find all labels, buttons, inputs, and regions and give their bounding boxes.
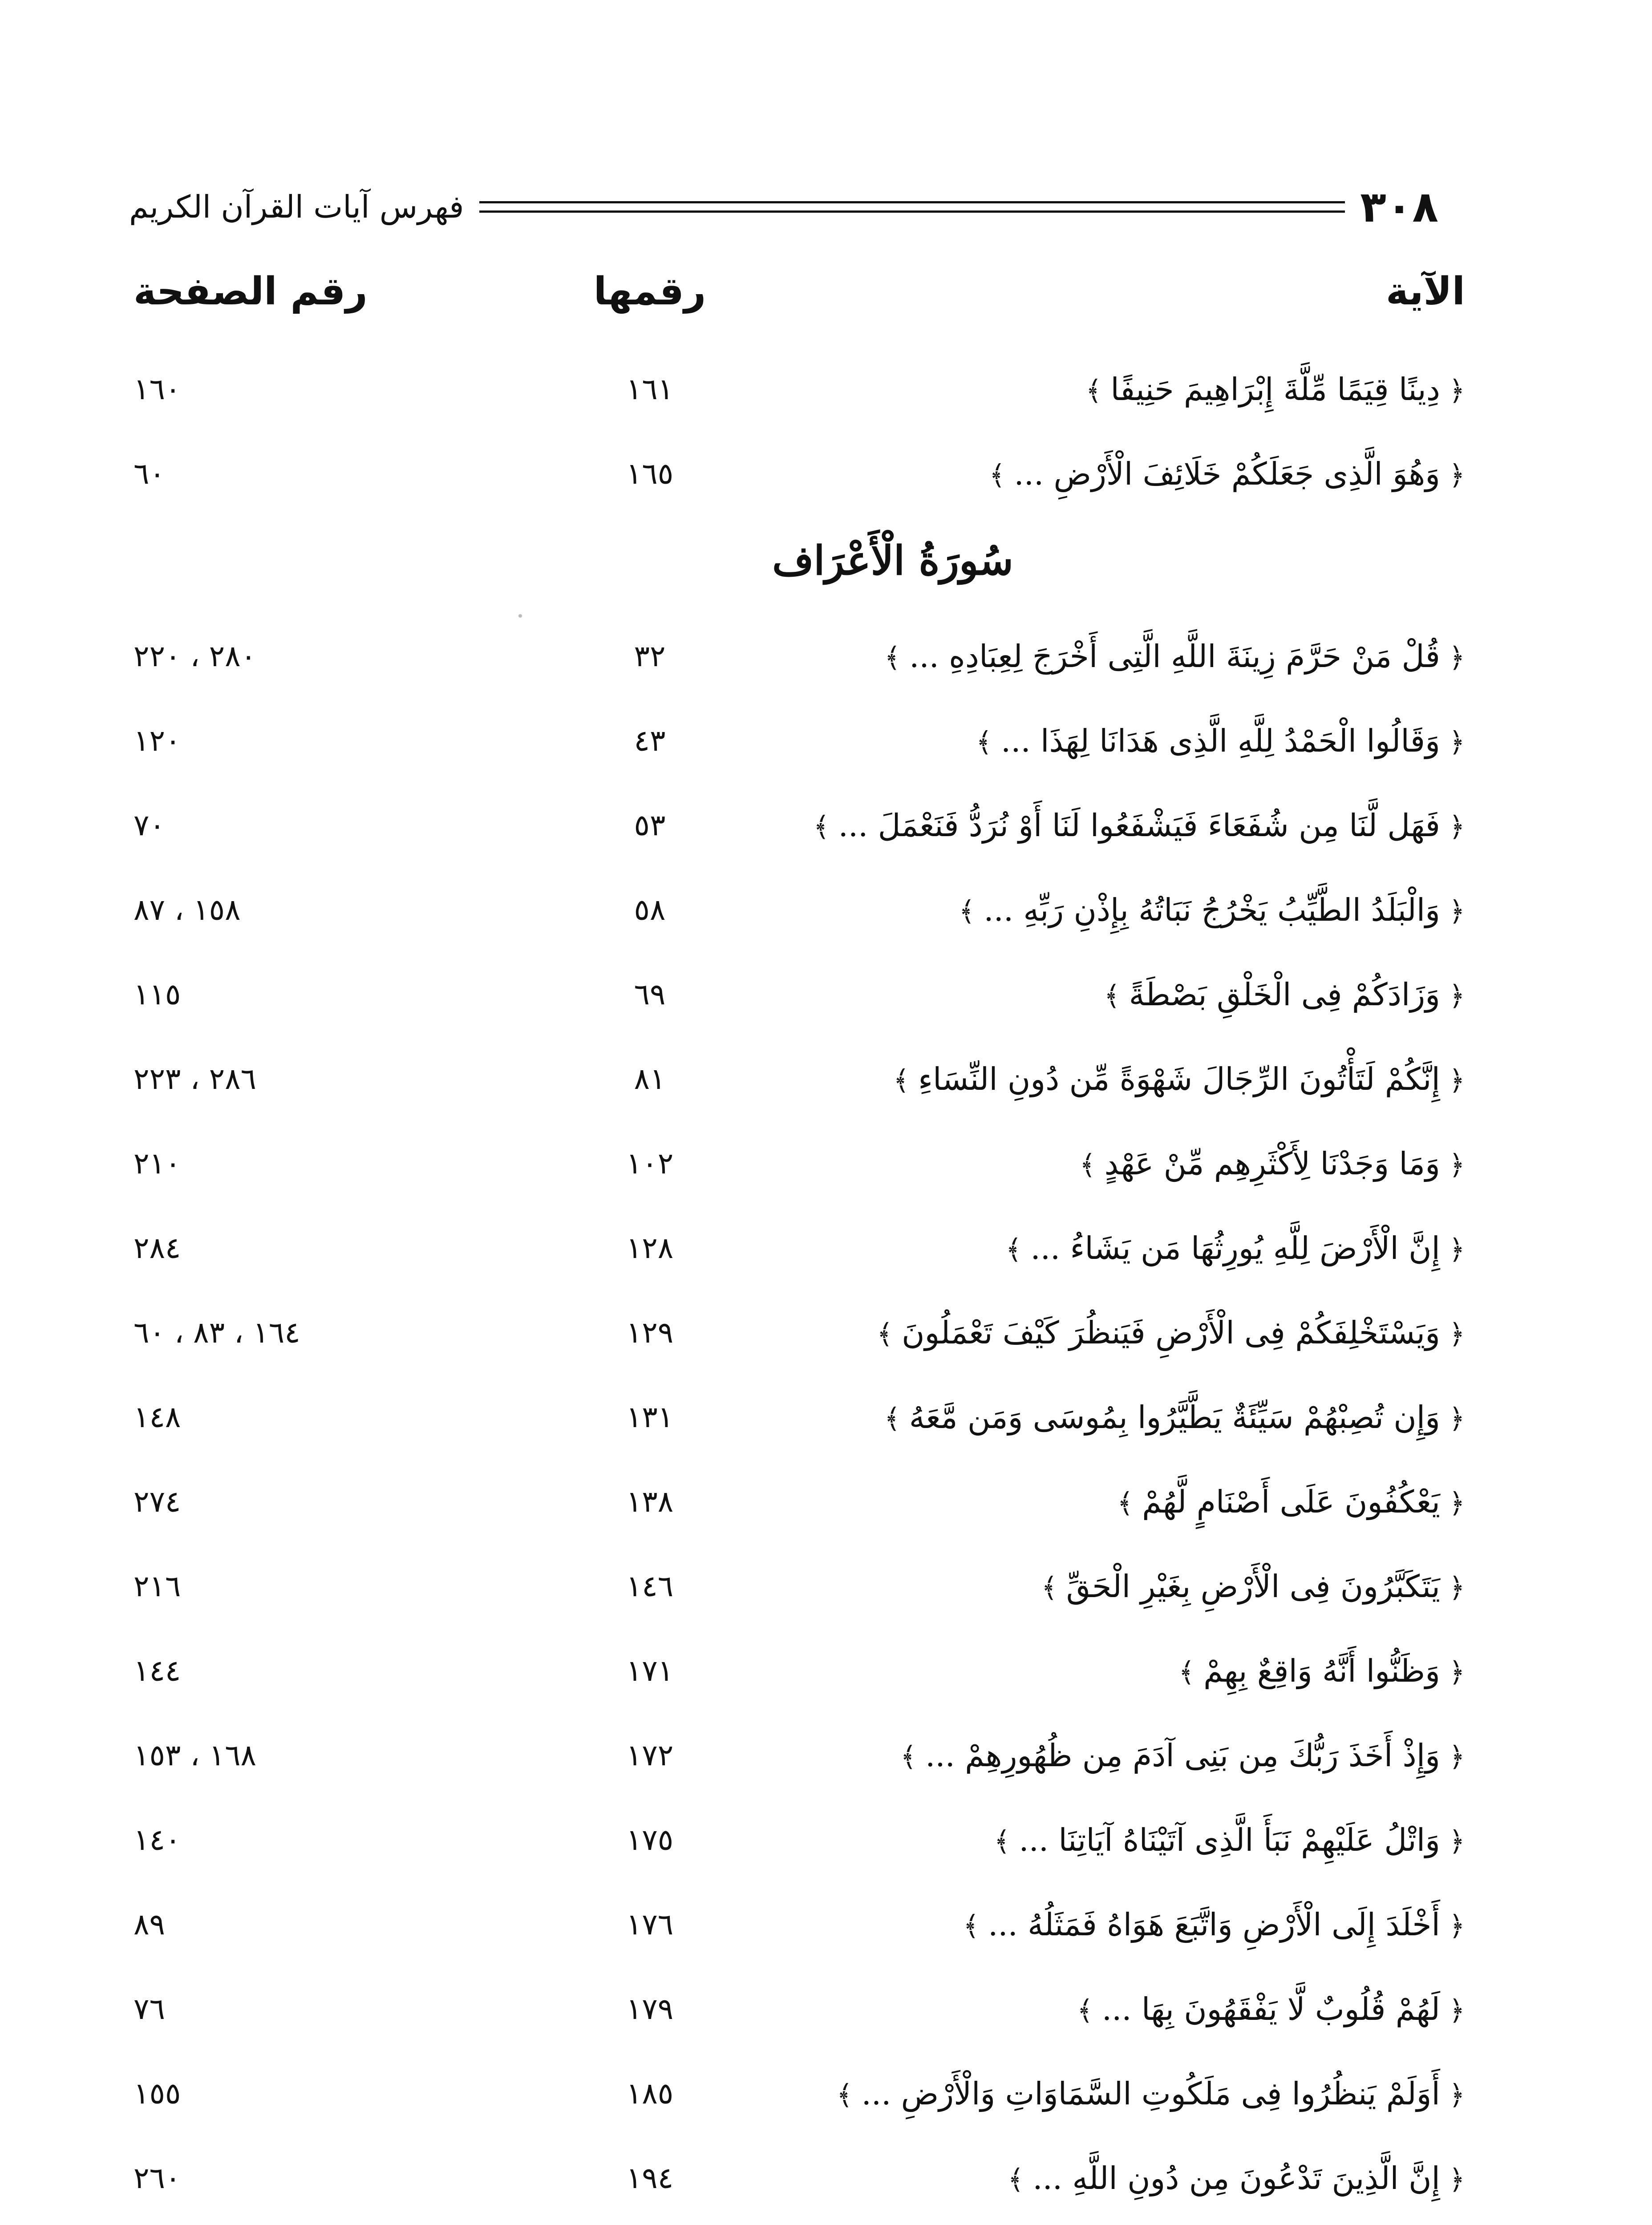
number-column-heading: رقمها bbox=[593, 269, 706, 314]
ayah-text: قُلْ مَنْ حَرَّمَ زِينَةَ اللَّهِ الَّتِى أَخْرَجَ لِعِبَادِهِ ... bbox=[909, 638, 1440, 675]
ayah-text: وَيَسْتَخْلِفَكُمْ فِى الْأَرْضِ فَيَنظُرَ كَيْفَ تَعْمَلُونَ bbox=[902, 1315, 1440, 1351]
open-bracket-icon: ﴿ bbox=[1440, 374, 1465, 407]
table-row bbox=[0, 1713, 1652, 1798]
table-row bbox=[0, 2136, 1652, 2221]
ayah-cell bbox=[620, 1882, 1465, 1968]
ayah-number-cell bbox=[556, 2221, 743, 2225]
ayah-cell bbox=[620, 2221, 1465, 2225]
open-bracket-icon: ﴿ bbox=[1440, 1909, 1465, 1942]
table-row bbox=[0, 952, 1652, 1037]
table-row bbox=[0, 1037, 1652, 1121]
ayah-number-cell: ٣٢ bbox=[634, 639, 666, 673]
table-row bbox=[0, 1375, 1652, 1460]
ayah-cell bbox=[620, 1713, 1465, 1799]
table-row bbox=[0, 1967, 1652, 2051]
table-row bbox=[0, 1121, 1652, 1206]
table-row bbox=[0, 1460, 1652, 1544]
running-title: فهرس آيات القرآن الكريم bbox=[129, 189, 464, 225]
ayah-number-cell: ١٣٨ bbox=[626, 1485, 674, 1519]
page-number-cell: ٢١٦ bbox=[134, 1569, 181, 1603]
page-number-cell: ٧٦ bbox=[134, 1992, 165, 2026]
close-bracket-icon: ﴾ bbox=[900, 1740, 926, 1773]
ayah-cell bbox=[620, 347, 1465, 433]
table-row bbox=[0, 1882, 1652, 1967]
ayah-text: أَوَلَمْ يَنظُرُوا فِى مَلَكُوتِ السَّمَاوَاتِ وَالْأَرْضِ ... bbox=[861, 2075, 1440, 2112]
page-number-cell: ١٤٠ bbox=[134, 1823, 181, 1857]
ayah-number-cell: ٥٣ bbox=[634, 808, 666, 842]
ayah-number-cell: ١٢٩ bbox=[626, 1315, 674, 1350]
ayah-text: فَهَل لَّنَا مِن شُفَعَاءَ فَيَشْفَعُوا لَنَا أَوْ نُرَدُّ فَنَعْمَلَ ... bbox=[838, 807, 1440, 844]
close-bracket-icon: ﴾ bbox=[1008, 2163, 1033, 2196]
ayah-number-cell: ١٤٦ bbox=[626, 1569, 674, 1603]
ayah-number-cell: ١٠٢ bbox=[626, 1146, 674, 1181]
close-bracket-icon: ﴾ bbox=[989, 459, 1014, 491]
ayah-text: إِنَّ الْأَرْضَ لِلَّهِ يُورِثُهَا مَن يَشَاءُ ... bbox=[1030, 1230, 1440, 1266]
open-bracket-icon: ﴿ bbox=[1440, 1064, 1465, 1096]
page-number-cell: ٨٩ bbox=[134, 1907, 165, 1942]
close-bracket-icon: ﴾ bbox=[963, 1909, 988, 1942]
ayah-number-cell: ١٧٦ bbox=[626, 1907, 674, 1942]
ayah-cell bbox=[620, 432, 1465, 518]
page-number-cell: ٢٨٦ ، ٢٢٣ bbox=[134, 1062, 256, 1096]
ayah-cell bbox=[620, 699, 1465, 785]
open-bracket-icon: ﴿ bbox=[1440, 1487, 1465, 1519]
ayah-cell bbox=[620, 2051, 1465, 2137]
page-number-cell: ١٦٤ ، ٨٣ ، ٦٠ bbox=[134, 1315, 300, 1350]
open-bracket-icon: ﴿ bbox=[1440, 1825, 1465, 1857]
close-bracket-icon: ﴾ bbox=[1005, 1233, 1031, 1266]
open-bracket-icon: ﴿ bbox=[1440, 2163, 1465, 2196]
index-section-araf bbox=[0, 614, 1652, 2225]
ayah-cell bbox=[620, 1544, 1465, 1630]
ayah-text: أَخْلَدَ إِلَى الْأَرْضِ وَاتَّبَعَ هَوَاهُ فَمَثَلُهُ ... bbox=[988, 1906, 1440, 1943]
ayah-text: وَإِن تُصِبْهُمْ سَيِّئَةٌ يَطَّيَّرُوا بِمُوسَى وَمَن مَّعَهُ bbox=[909, 1399, 1440, 1436]
open-bracket-icon: ﴿ bbox=[1440, 1571, 1465, 1604]
table-row bbox=[0, 2221, 1652, 2225]
open-bracket-icon: ﴿ bbox=[1440, 641, 1465, 674]
ayah-cell bbox=[620, 1798, 1465, 1884]
open-bracket-icon: ﴿ bbox=[1440, 459, 1465, 491]
table-row bbox=[0, 1206, 1652, 1290]
column-headings bbox=[0, 260, 1652, 327]
ayah-number-cell: ١٧٩ bbox=[626, 1992, 674, 2026]
ayah-text: إِنَّ الَّذِينَ تَدْعُونَ مِن دُونِ اللَّهِ ... bbox=[1032, 2160, 1440, 2197]
ayah-cell bbox=[620, 2136, 1465, 2222]
ayah-number-cell: ١٧١ bbox=[626, 1654, 674, 1688]
ayah-text: وَمَا وَجَدْنَا لِأَكْثَرِهِم مِّنْ عَهْدٍ bbox=[1104, 1145, 1440, 1182]
open-bracket-icon: ﴿ bbox=[1440, 726, 1465, 758]
ayah-text: وَالْبَلَدُ الطَّيِّبُ يَخْرُجُ نَبَاتُهُ بِإِذْنِ رَبِّهِ ... bbox=[984, 892, 1440, 928]
ayah-number-cell: ٤٣ bbox=[634, 724, 666, 758]
table-row bbox=[0, 783, 1652, 868]
close-bracket-icon: ﴾ bbox=[893, 1064, 919, 1096]
page-number-cell: ١١٥ bbox=[134, 977, 181, 1011]
page-number-cell: ١٤٨ bbox=[134, 1400, 181, 1434]
ayah-text: وَإِذْ أَخَذَ رَبُّكَ مِن بَنِى آدَمَ مِن ظُهُورِهِمْ ... bbox=[925, 1737, 1440, 1774]
close-bracket-icon: ﴾ bbox=[1117, 1487, 1142, 1519]
ayah-number-cell: ١٨٥ bbox=[626, 2076, 674, 2111]
ayah-number-cell: ١٧٥ bbox=[626, 1823, 674, 1857]
ayah-number-cell: ١٧٢ bbox=[626, 1738, 674, 1772]
ayah-number-cell: ١٦٥ bbox=[626, 457, 674, 491]
ayah-number-cell: ١٣١ bbox=[626, 1400, 674, 1434]
close-bracket-icon: ﴾ bbox=[994, 1825, 1019, 1857]
ayah-text: يَعْكُفُونَ عَلَى أَصْنَامٍ لَّهُمْ bbox=[1142, 1484, 1440, 1520]
ayah-cell bbox=[620, 952, 1465, 1038]
close-bracket-icon: ﴾ bbox=[813, 810, 838, 843]
ayah-cell bbox=[620, 868, 1465, 954]
table-row bbox=[0, 432, 1652, 516]
open-bracket-icon: ﴿ bbox=[1440, 1656, 1465, 1688]
table-row bbox=[0, 2051, 1652, 2136]
table-row bbox=[0, 1798, 1652, 1882]
ayah-cell bbox=[620, 1375, 1465, 1461]
table-row bbox=[0, 868, 1652, 952]
close-bracket-icon: ﴾ bbox=[836, 2079, 862, 2111]
page-number-cell bbox=[134, 2221, 490, 2225]
page-number-cell: ٢٨٤ bbox=[134, 1231, 181, 1265]
ayah-number-cell: ١٩٤ bbox=[626, 2161, 674, 2195]
ayah-cell bbox=[620, 1460, 1465, 1545]
ayah-text: وَقَالُوا الْحَمْدُ لِلَّهِ الَّذِى هَدَانَا لِهَذَا ... bbox=[1000, 723, 1440, 759]
table-row bbox=[0, 1544, 1652, 1629]
surah-heading bbox=[0, 518, 1652, 603]
header-rule bbox=[479, 201, 1345, 213]
ayah-text: لَهُمْ قُلُوبٌ لَّا يَفْقَهُونَ بِهَا ... bbox=[1101, 1991, 1440, 2027]
page-column-heading: رقم الصفحة bbox=[134, 269, 368, 314]
ayah-number-cell: ١٢٨ bbox=[626, 1231, 674, 1265]
open-bracket-icon: ﴿ bbox=[1440, 1740, 1465, 1773]
page-number: ٣٠٨ bbox=[1360, 182, 1438, 232]
ayah-cell bbox=[620, 1121, 1465, 1207]
ayah-text: وَزَادَكُمْ فِى الْخَلْقِ بَصْطَةً bbox=[1129, 976, 1440, 1013]
ayah-cell bbox=[620, 1037, 1465, 1123]
ayah-number-cell: ٦٩ bbox=[634, 977, 666, 1011]
ayah-text: وَاتْلُ عَلَيْهِمْ نَبَأَ الَّذِى آتَيْنَاهُ آيَاتِنَا ... bbox=[1019, 1822, 1440, 1858]
page-number-cell: ١٤٤ bbox=[134, 1654, 181, 1688]
page-number-cell: ٢٦٠ bbox=[134, 2161, 181, 2195]
close-bracket-icon: ﴾ bbox=[1085, 374, 1111, 407]
close-bracket-icon: ﴾ bbox=[884, 1402, 909, 1435]
close-bracket-icon: ﴾ bbox=[1041, 1571, 1066, 1604]
table-row bbox=[0, 699, 1652, 783]
page-number-cell: ٦٠ bbox=[134, 457, 165, 491]
ayah-cell bbox=[620, 1206, 1465, 1292]
page-number-cell: ٢٧٤ bbox=[134, 1485, 181, 1519]
table-row bbox=[0, 1629, 1652, 1713]
index-section-anam-end bbox=[0, 347, 1652, 516]
ayah-number-cell: ١٦١ bbox=[626, 372, 674, 406]
open-bracket-icon: ﴿ bbox=[1440, 1318, 1465, 1350]
running-header bbox=[129, 176, 1438, 238]
ayah-cell bbox=[620, 1967, 1465, 2053]
open-bracket-icon: ﴿ bbox=[1440, 1233, 1465, 1266]
open-bracket-icon: ﴿ bbox=[1440, 1149, 1465, 1181]
ayah-text: يَتَكَبَّرُونَ فِى الْأَرْضِ بِغَيْرِ الْحَقِّ bbox=[1066, 1568, 1440, 1605]
close-bracket-icon: ﴾ bbox=[976, 726, 1001, 758]
close-bracket-icon: ﴾ bbox=[1077, 1994, 1102, 2027]
page-number-cell: ١٥٨ ، ٨٧ bbox=[134, 893, 241, 927]
ayah-text: إِنَّكُمْ لَتَأْتُونَ الرِّجَالَ شَهْوَةً مِّن دُونِ النِّسَاءِ bbox=[918, 1061, 1440, 1097]
close-bracket-icon: ﴾ bbox=[1104, 979, 1129, 1012]
ayah-cell bbox=[620, 614, 1465, 700]
open-bracket-icon: ﴿ bbox=[1440, 1402, 1465, 1435]
surah-title: سُورَةُ الْأَعْرَاف bbox=[772, 537, 1013, 584]
open-bracket-icon: ﴿ bbox=[1440, 2079, 1465, 2111]
page-number-cell: ٧٠ bbox=[134, 808, 165, 842]
close-bracket-icon: ﴾ bbox=[884, 641, 910, 674]
close-bracket-icon: ﴾ bbox=[959, 895, 984, 927]
page-number-cell: ١٥٥ bbox=[134, 2076, 181, 2111]
page-number-cell: ٢١٠ bbox=[134, 1146, 181, 1181]
close-bracket-icon: ﴾ bbox=[1178, 1656, 1204, 1688]
ayah-text: وَظَنُّوا أَنَّهُ وَاقِعٌ بِهِمْ bbox=[1203, 1653, 1440, 1689]
ayah-cell bbox=[620, 1290, 1465, 1376]
ayah-cell bbox=[620, 783, 1465, 869]
open-bracket-icon: ﴿ bbox=[1440, 895, 1465, 927]
page-number-cell: ١٢٠ bbox=[134, 724, 181, 758]
ayah-text: دِينًا قِيَمًا مِّلَّةَ إِبْرَاهِيمَ حَنِيفًا bbox=[1110, 371, 1440, 408]
table-row bbox=[0, 1290, 1652, 1375]
page-number-cell: ٢٨٠ ، ٢٢٠ bbox=[134, 639, 256, 673]
close-bracket-icon: ﴾ bbox=[1079, 1149, 1105, 1181]
page-number-cell: ١٦٠ bbox=[134, 372, 181, 406]
ayah-number-cell: ٥٨ bbox=[634, 893, 666, 927]
ayah-cell bbox=[620, 1629, 1465, 1715]
ayah-text: وَهُوَ الَّذِى جَعَلَكُمْ خَلَائِفَ الْأَرْضِ ... bbox=[1014, 456, 1440, 492]
open-bracket-icon: ﴿ bbox=[1440, 810, 1465, 843]
open-bracket-icon: ﴿ bbox=[1440, 979, 1465, 1012]
ayah-column-heading: الآية bbox=[1386, 269, 1465, 314]
page-number-cell: ١٦٨ ، ١٥٣ bbox=[134, 1738, 256, 1772]
open-bracket-icon: ﴿ bbox=[1440, 1994, 1465, 2027]
close-bracket-icon: ﴾ bbox=[877, 1318, 902, 1350]
ayah-number-cell: ٨١ bbox=[634, 1062, 666, 1096]
table-row bbox=[0, 614, 1652, 699]
table-row bbox=[0, 347, 1652, 432]
